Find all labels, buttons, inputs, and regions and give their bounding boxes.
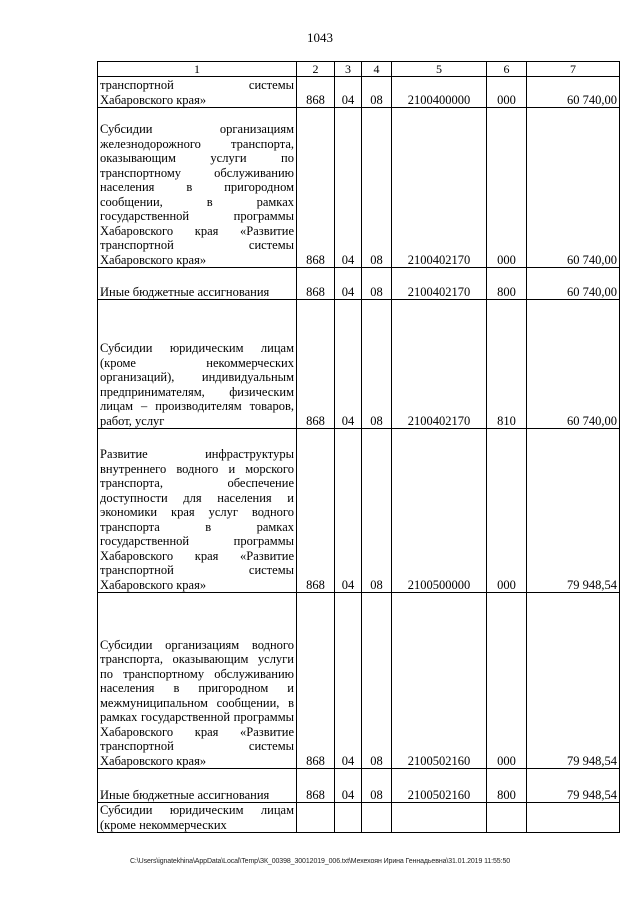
- table-row: [98, 803, 620, 833]
- column-header: 7: [527, 62, 620, 77]
- cell-target-code: 2100500000: [392, 429, 487, 593]
- cell-target-code: [392, 803, 487, 833]
- row-description: Субсидии организациям водного транспорта, оказывающим услуги по транспортному обслуживанию населения в пригородном и межмуниципальном сообщении, в рамках государственной программы Хабаровского края «Развитие транспортной системы Хабаровского края»: [98, 593, 297, 769]
- cell-subsection-code: 08: [362, 108, 392, 268]
- cell-amount: 79 948,54: [527, 429, 620, 593]
- cell-subsection-code: 08: [362, 300, 392, 429]
- cell-target-code: 2100400000: [392, 77, 487, 108]
- cell-amount: 60 740,00: [527, 268, 620, 300]
- column-header: 5: [392, 62, 487, 77]
- cell-expense-type: 800: [487, 769, 527, 803]
- cell-subsection-code: 08: [362, 769, 392, 803]
- cell-ministry-code: 868: [297, 429, 335, 593]
- table-row: [98, 77, 620, 108]
- cell-amount: 60 740,00: [527, 300, 620, 429]
- cell-subsection-code: [362, 803, 392, 833]
- budget-table: [97, 61, 620, 833]
- row-description: транспортной системы Хабаровского края»: [98, 77, 297, 108]
- row-description: Субсидии организациям железнодорожного транспорта, оказывающим услуги по транспортному обслуживанию населения в пригородном сообщении, в рамках государственной программы Хабаровского края «Развитие транспортной системы Хабаровского края»: [98, 108, 297, 268]
- table-row: [98, 268, 620, 300]
- table-row: [98, 593, 620, 769]
- cell-target-code: 2100402170: [392, 268, 487, 300]
- cell-section-code: 04: [335, 268, 362, 300]
- cell-ministry-code: 868: [297, 108, 335, 268]
- column-header: 4: [362, 62, 392, 77]
- table-row: [98, 429, 620, 593]
- cell-amount: 79 948,54: [527, 593, 620, 769]
- table-row: [98, 769, 620, 803]
- column-header: 1: [98, 62, 297, 77]
- cell-expense-type: 810: [487, 300, 527, 429]
- cell-expense-type: 000: [487, 77, 527, 108]
- cell-ministry-code: 868: [297, 593, 335, 769]
- cell-section-code: 04: [335, 108, 362, 268]
- cell-expense-type: [487, 803, 527, 833]
- cell-section-code: 04: [335, 593, 362, 769]
- cell-expense-type: 000: [487, 593, 527, 769]
- cell-ministry-code: 868: [297, 77, 335, 108]
- cell-expense-type: 800: [487, 268, 527, 300]
- cell-amount: 60 740,00: [527, 108, 620, 268]
- row-description: Развитие инфраструктуры внутреннего водного и морского транспорта, обеспечение доступности для населения и экономики края услуг водного транспорта в рамках государственной программы Хабаровского края «Развитие транспортной системы Хабаровского края»: [98, 429, 297, 593]
- cell-ministry-code: [297, 803, 335, 833]
- row-description: Иные бюджетные ассигнования: [98, 268, 297, 300]
- row-description: Субсидии юридическим лицам (кроме некоммерческих организаций), индивидуальным предпринимателям, физическим лицам – производителям товаров, работ, услуг: [98, 300, 297, 429]
- cell-amount: 60 740,00: [527, 77, 620, 108]
- column-header: 6: [487, 62, 527, 77]
- cell-section-code: 04: [335, 300, 362, 429]
- cell-section-code: [335, 803, 362, 833]
- page-number: 1043: [307, 30, 333, 45]
- cell-ministry-code: 868: [297, 300, 335, 429]
- cell-subsection-code: 08: [362, 77, 392, 108]
- file-path-footer: C:\Users\ignatekhina\AppData\Local\Temp\ЗК_00398_30012019_006.txt\Мехехоян Ирина Геннадьевна\31.01.2019 11:55:50: [129, 858, 511, 865]
- cell-ministry-code: 868: [297, 268, 335, 300]
- cell-subsection-code: 08: [362, 429, 392, 593]
- row-description: Иные бюджетные ассигнования: [98, 769, 297, 803]
- cell-target-code: 2100402170: [392, 108, 487, 268]
- cell-amount: [527, 803, 620, 833]
- cell-target-code: 2100502160: [392, 593, 487, 769]
- cell-amount: 79 948,54: [527, 769, 620, 803]
- cell-expense-type: 000: [487, 429, 527, 593]
- cell-expense-type: 000: [487, 108, 527, 268]
- cell-section-code: 04: [335, 77, 362, 108]
- cell-ministry-code: 868: [297, 769, 335, 803]
- cell-target-code: 2100502160: [392, 769, 487, 803]
- cell-subsection-code: 08: [362, 268, 392, 300]
- table-header-row: [98, 62, 620, 77]
- column-header: 2: [297, 62, 335, 77]
- cell-section-code: 04: [335, 429, 362, 593]
- column-header: 3: [335, 62, 362, 77]
- cell-subsection-code: 08: [362, 593, 392, 769]
- cell-target-code: 2100402170: [392, 300, 487, 429]
- row-description: Субсидии юридическим лицам (кроме некоммерческих: [98, 803, 297, 833]
- table-row: [98, 108, 620, 268]
- table-row: [98, 300, 620, 429]
- cell-section-code: 04: [335, 769, 362, 803]
